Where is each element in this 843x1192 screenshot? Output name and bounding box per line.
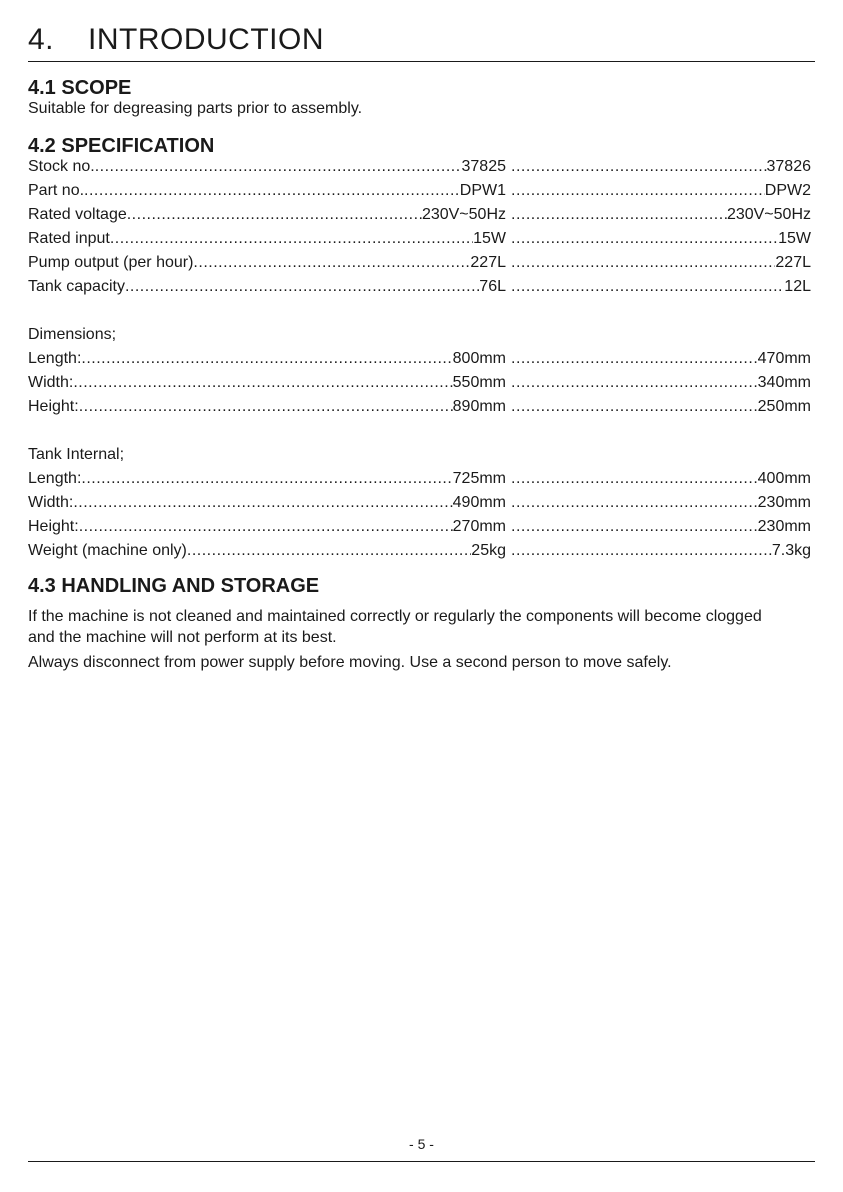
col-machine-1 [28, 515, 506, 539]
dot-leader [511, 515, 758, 539]
col-machine-2 [511, 227, 811, 251]
spec-row [28, 395, 811, 419]
spec-value-2: 7.3kg [771, 542, 811, 559]
dot-leader [511, 179, 765, 203]
col-machine-2 [511, 347, 811, 371]
spec-value-1: 890mm [452, 398, 506, 415]
col-machine-2 [511, 275, 811, 299]
col-machine-2 [511, 539, 811, 563]
scope-text: Suitable for degreasing parts prior to assembly. [28, 100, 363, 117]
spec-rows [28, 155, 811, 299]
spec-label: Part no. [28, 182, 85, 199]
spec-value-1: 725mm [452, 470, 506, 487]
spec-row [28, 515, 811, 539]
spec-label: Length: [28, 350, 82, 367]
col-machine-2 [511, 515, 811, 539]
specification-table [28, 155, 811, 563]
spec-label: Width: [28, 374, 74, 391]
dot-leader [81, 347, 452, 371]
dot-leader [84, 179, 460, 203]
spec-row [28, 179, 811, 203]
col-machine-2 [511, 203, 811, 227]
tank-rows [28, 467, 811, 563]
title-rule [28, 61, 815, 62]
spacer [28, 419, 811, 443]
col-machine-1 [28, 491, 506, 515]
specification-heading: 4.2 SPECIFICATION [28, 135, 215, 157]
spec-value-2: 470mm [757, 350, 811, 367]
spec-row [28, 491, 811, 515]
dot-leader [125, 275, 479, 299]
col-machine-2 [511, 467, 811, 491]
spec-value-1: 230V~50Hz [421, 206, 506, 223]
spec-row [28, 227, 811, 251]
col-machine-2 [511, 155, 811, 179]
spec-label: Width: [28, 494, 74, 511]
dot-leader [511, 395, 758, 419]
spec-row [28, 155, 811, 179]
spec-row [28, 251, 811, 275]
spec-value-2: 250mm [757, 398, 811, 415]
dimension-rows [28, 347, 811, 419]
col-machine-1 [28, 203, 506, 227]
col-machine-1 [28, 251, 506, 275]
spec-row [28, 371, 811, 395]
handling-heading: 4.3 HANDLING AND STORAGE [28, 575, 320, 597]
spec-value-1: 25kg [471, 542, 506, 559]
col-machine-2 [511, 371, 811, 395]
col-machine-1 [28, 467, 506, 491]
scope-heading: 4.1 SCOPE [28, 77, 132, 99]
dot-leader [79, 395, 453, 419]
spec-value-2: 227L [775, 254, 811, 271]
spec-label: Length: [28, 470, 82, 487]
spec-value-2: DPW2 [764, 182, 811, 199]
dot-leader [187, 539, 471, 563]
col-machine-1 [28, 371, 506, 395]
dot-leader [127, 203, 422, 227]
col-machine-2 [511, 251, 811, 275]
dot-leader [511, 275, 784, 299]
section-number: 4. [28, 23, 55, 56]
spec-row [28, 347, 811, 371]
spec-value-1: DPW1 [459, 182, 506, 199]
spec-value-2: 340mm [757, 374, 811, 391]
spec-value-1: 800mm [452, 350, 506, 367]
spec-label: Weight (machine only) [28, 542, 187, 559]
spec-row [28, 539, 811, 563]
col-machine-1 [28, 395, 506, 419]
col-machine-1 [28, 275, 506, 299]
col-machine-2 [511, 395, 811, 419]
dot-leader [511, 539, 772, 563]
dot-leader [511, 203, 727, 227]
spec-row [28, 467, 811, 491]
spec-value-1: 37825 [461, 158, 506, 175]
col-machine-1 [28, 347, 506, 371]
footer-rule [28, 1161, 815, 1162]
spec-value-2: 400mm [757, 470, 811, 487]
spacer [28, 299, 811, 323]
spec-label: Rated input [28, 230, 110, 247]
spec-value-1: 270mm [452, 518, 506, 535]
spec-label: Pump output (per hour) [28, 254, 194, 271]
dot-leader [95, 155, 462, 179]
col-machine-2 [511, 491, 811, 515]
dot-leader [511, 371, 758, 395]
handling-paragraph-2: Always disconnect from power supply before moving. Use a second person to move safely. [28, 654, 672, 671]
spec-label: Rated voltage [28, 206, 127, 223]
dot-leader [73, 371, 452, 395]
col-machine-1 [28, 539, 506, 563]
spec-value-1: 227L [470, 254, 506, 271]
spec-value-1: 15W [473, 230, 506, 247]
dot-leader [73, 491, 452, 515]
spec-value-1: 490mm [452, 494, 506, 511]
section-title: INTRODUCTION [88, 23, 324, 56]
spec-value-2: 15W [778, 230, 811, 247]
page-number: - 5 - [409, 1136, 434, 1152]
spec-value-1: 76L [479, 278, 506, 295]
col-machine-2 [511, 179, 811, 203]
spec-value-2: 230mm [757, 518, 811, 535]
col-machine-1 [28, 227, 506, 251]
dot-leader [193, 251, 470, 275]
dot-leader [511, 227, 778, 251]
dot-leader [511, 467, 758, 491]
spec-value-2: 230mm [757, 494, 811, 511]
spec-label: Height: [28, 398, 79, 415]
spec-row [28, 203, 811, 227]
spec-label: Stock no. [28, 158, 95, 175]
spec-row [28, 275, 811, 299]
page-title [28, 23, 324, 57]
dot-leader [110, 227, 473, 251]
tank-internal-label: Tank Internal; [28, 446, 125, 463]
handling-paragraph-1: If the machine is not cleaned and maintained correctly or regularly the components will become clogged and the machine will not perform at its best. [28, 608, 762, 646]
spec-label: Tank capacity [28, 278, 125, 295]
dot-leader [81, 467, 452, 491]
dot-leader [511, 251, 775, 275]
dimensions-label: Dimensions; [28, 326, 117, 343]
spec-value-2: 37826 [766, 158, 811, 175]
dot-leader [511, 491, 758, 515]
col-machine-1 [28, 155, 506, 179]
col-machine-1 [28, 179, 506, 203]
spec-value-2: 12L [784, 278, 811, 295]
spec-value-2: 230V~50Hz [726, 206, 811, 223]
spec-label: Height: [28, 518, 79, 535]
dot-leader [511, 347, 758, 371]
dot-leader [79, 515, 453, 539]
dot-leader [511, 155, 767, 179]
spec-value-1: 550mm [452, 374, 506, 391]
